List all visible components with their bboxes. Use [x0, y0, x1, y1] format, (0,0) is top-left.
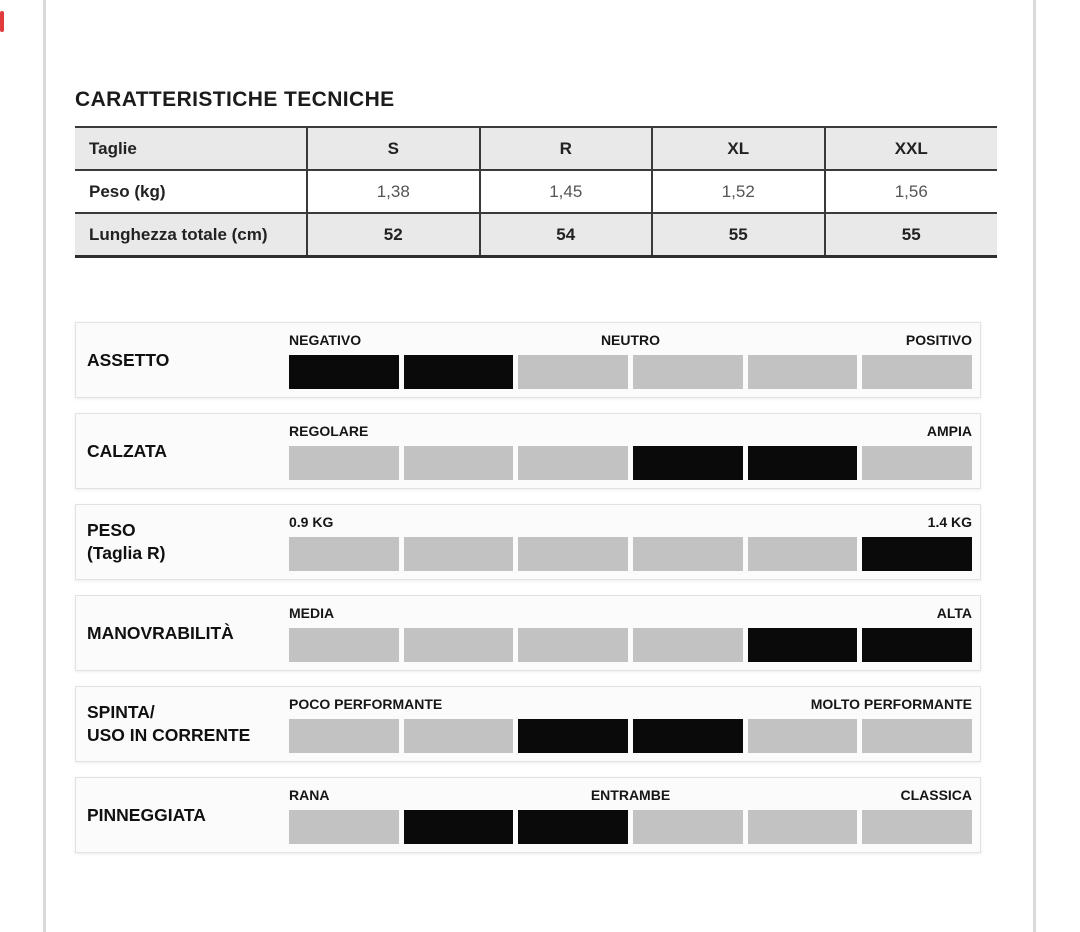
rating-label	[76, 323, 289, 397]
table-cell: 55	[652, 213, 825, 257]
segment-active	[748, 628, 858, 662]
table-cell: 55	[825, 213, 998, 257]
segment-active	[518, 810, 628, 844]
segment-inactive	[404, 446, 514, 480]
technical-specs-section	[75, 88, 997, 868]
segment-inactive	[289, 810, 399, 844]
scale-center-label	[517, 514, 745, 533]
table-cell: 1,56	[825, 170, 998, 213]
segment-inactive	[862, 446, 972, 480]
table-row-label: Peso (kg)	[75, 170, 307, 213]
scale-left-label: REGOLARE	[289, 423, 369, 439]
segment-inactive	[518, 628, 628, 662]
rating-scale-area	[289, 323, 980, 397]
scale-center-label	[517, 605, 745, 624]
rating-card	[75, 413, 981, 489]
scale-labels	[289, 514, 972, 533]
rating-segments	[289, 719, 972, 753]
rating-segments	[289, 355, 972, 389]
segment-active	[404, 355, 514, 389]
rating-label-line: ASSETTO	[87, 349, 170, 370]
rating-card	[75, 504, 981, 580]
segment-active	[518, 719, 628, 753]
rating-label-line: CALZATA	[87, 440, 168, 461]
table-header-size: XXL	[825, 127, 998, 170]
segment-inactive	[289, 719, 399, 753]
segment-inactive	[289, 446, 399, 480]
rating-label	[76, 687, 289, 761]
segment-active	[289, 355, 399, 389]
rating-scale-area	[289, 687, 980, 761]
segment-inactive	[518, 446, 628, 480]
segment-inactive	[289, 537, 399, 571]
segment-inactive	[289, 628, 399, 662]
segment-active	[633, 446, 743, 480]
scale-center-label: NEUTRO	[600, 332, 661, 348]
scale-labels	[289, 332, 972, 351]
ratings-list	[75, 322, 997, 853]
rating-label-line: SPINTA/	[87, 702, 155, 723]
rating-label	[76, 778, 289, 852]
rating-label	[76, 596, 289, 670]
segment-inactive	[862, 810, 972, 844]
segment-inactive	[748, 810, 858, 844]
segment-inactive	[404, 719, 514, 753]
scale-labels	[289, 696, 972, 715]
rating-segments	[289, 810, 972, 844]
rating-label-line: USO IN CORRENTE	[87, 725, 251, 745]
table-header-size: S	[307, 127, 480, 170]
scale-right-label: CLASSICA	[900, 787, 973, 803]
scale-right-label: MOLTO PERFORMANTE	[810, 696, 973, 712]
rating-segments	[289, 628, 972, 662]
scale-labels	[289, 423, 972, 442]
segment-inactive	[404, 628, 514, 662]
scale-center-label: ENTRAMBE	[590, 787, 671, 803]
rating-scale-area	[289, 414, 980, 488]
segment-inactive	[633, 810, 743, 844]
segment-inactive	[404, 537, 514, 571]
segment-inactive	[862, 355, 972, 389]
rating-label-line: MANOVRABILITÀ	[87, 622, 234, 643]
scale-center-label	[517, 696, 745, 715]
scale-left-label: MEDIA	[289, 605, 335, 621]
segment-active	[862, 628, 972, 662]
right-page-divider	[1033, 0, 1036, 932]
table-header-size: XL	[652, 127, 825, 170]
rating-label-line: (Taglia R)	[87, 543, 166, 563]
left-page-divider	[43, 0, 46, 932]
table-row	[75, 170, 997, 213]
segment-inactive	[748, 537, 858, 571]
scale-right-label: AMPIA	[926, 423, 973, 439]
rating-label	[76, 414, 289, 488]
segment-inactive	[518, 537, 628, 571]
rating-card	[75, 777, 981, 853]
table-row	[75, 213, 997, 257]
segment-inactive	[862, 719, 972, 753]
scale-labels	[289, 787, 972, 806]
segment-inactive	[633, 355, 743, 389]
table-cell: 1,52	[652, 170, 825, 213]
segment-inactive	[518, 355, 628, 389]
segment-inactive	[748, 355, 858, 389]
segment-active	[633, 719, 743, 753]
sizes-spec-table	[75, 126, 997, 258]
scale-left-label: NEGATIVO	[289, 332, 362, 348]
segment-active	[404, 810, 514, 844]
rating-scale-area	[289, 505, 980, 579]
table-cell: 52	[307, 213, 480, 257]
table-cell: 54	[480, 213, 653, 257]
segment-inactive	[633, 628, 743, 662]
segment-inactive	[633, 537, 743, 571]
segment-active	[862, 537, 972, 571]
table-header-label: Taglie	[75, 127, 307, 170]
segment-inactive	[748, 719, 858, 753]
rating-card	[75, 686, 981, 762]
rating-segments	[289, 537, 972, 571]
rating-card	[75, 595, 981, 671]
rating-card	[75, 322, 981, 398]
table-cell: 1,38	[307, 170, 480, 213]
scale-right-label: POSITIVO	[905, 332, 973, 348]
section-title: CARATTERISTICHE TECNICHE	[75, 88, 395, 111]
scale-left-label: 0.9 KG	[289, 514, 334, 530]
rating-label-line: PINNEGGIATA	[87, 804, 206, 825]
segment-active	[748, 446, 858, 480]
rating-segments	[289, 446, 972, 480]
scale-left-label: RANA	[289, 787, 330, 803]
left-edge-red-mark	[0, 11, 4, 32]
rating-label	[76, 505, 289, 579]
scale-labels	[289, 605, 972, 624]
table-row-label: Lunghezza totale (cm)	[75, 213, 307, 257]
rating-label-line: PESO	[87, 520, 136, 541]
rating-scale-area	[289, 596, 980, 670]
scale-right-label: 1.4 KG	[927, 514, 973, 530]
scale-right-label: ALTA	[936, 605, 973, 621]
scale-center-label	[517, 423, 745, 442]
scale-left-label: POCO PERFORMANTE	[289, 696, 443, 712]
table-cell: 1,45	[480, 170, 653, 213]
table-header-row	[75, 127, 997, 170]
table-header-size: R	[480, 127, 653, 170]
rating-scale-area	[289, 778, 980, 852]
